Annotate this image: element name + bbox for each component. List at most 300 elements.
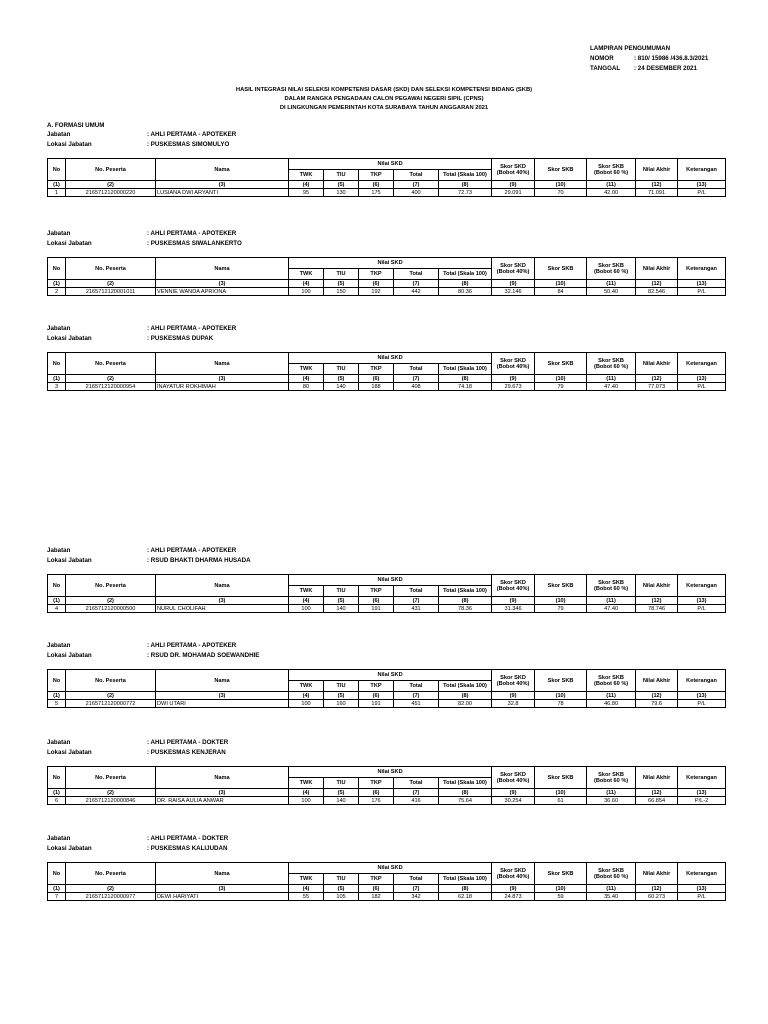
table-cell: NURUL CHOLIFAH <box>156 605 289 613</box>
table-cell: 140 <box>324 797 359 805</box>
column-index: (1) <box>48 789 66 797</box>
col-total-skala: Total (Skala 100) <box>439 364 492 375</box>
column-index: (12) <box>636 597 678 605</box>
col-skor-skd: Skor SKD (Bobot 40%) <box>492 159 535 181</box>
col-tiu: TIU <box>324 269 359 280</box>
col-skor-skb-bobot: Skor SKB (Bobot 60 %) <box>587 767 636 789</box>
table-cell: 176 <box>359 797 394 805</box>
table-cell: 100 <box>289 797 324 805</box>
position-info <box>47 229 727 249</box>
table-cell: P/L <box>678 605 726 613</box>
lokasi-value: : PUSKESMAS SIWALANKERTO <box>147 240 242 247</box>
jabatan-value: : AHLI PERTAMA - APOTEKER <box>147 325 237 332</box>
col-no: No <box>48 863 66 885</box>
column-index-row <box>48 692 726 700</box>
column-index: (4) <box>289 885 324 893</box>
column-index: (7) <box>394 597 439 605</box>
jabatan-label: Jabatan <box>47 547 71 554</box>
col-keterangan: Keterangan <box>678 258 726 280</box>
column-index: (8) <box>439 597 492 605</box>
title-line-1: HASIL INTEGRASI NILAI SELEKSI KOMPETENSI DASAR (SKD) DAN SELEKSI KOMPETENSI BIDANG (SKB) <box>235 87 533 93</box>
col-nilai-akhir: Nilai Akhir <box>636 767 678 789</box>
table-cell: 36.60 <box>587 797 636 805</box>
table-cell: 59 <box>535 893 587 901</box>
column-index: (2) <box>66 280 156 288</box>
col-total: Total <box>394 269 439 280</box>
column-index: (3) <box>156 789 289 797</box>
table-cell: 100 <box>289 700 324 708</box>
lokasi-label: Lokasi Jabatan <box>47 749 92 756</box>
col-skor-skd: Skor SKD (Bobot 40%) <box>492 353 535 375</box>
nomor-value: : 810/ 15986 /436.8.3/2021 <box>634 55 709 62</box>
col-nilai-skd: Nilai SKD <box>289 159 492 170</box>
col-nama: Nama <box>156 258 289 280</box>
lokasi-value: : PUSKESMAS KALIJUDAN <box>147 845 228 852</box>
jabatan-label: Jabatan <box>47 131 71 138</box>
col-tiu: TIU <box>324 778 359 789</box>
table-cell: 130 <box>324 189 359 197</box>
col-no: No <box>48 353 66 375</box>
col-keterangan: Keterangan <box>678 767 726 789</box>
col-no: No <box>48 767 66 789</box>
table-cell: DWI UTARI <box>156 700 289 708</box>
score-table <box>47 352 726 391</box>
column-index: (4) <box>289 375 324 383</box>
col-skor-skd: Skor SKD (Bobot 40%) <box>492 575 535 597</box>
table-cell: 160 <box>324 700 359 708</box>
column-index: (2) <box>66 597 156 605</box>
table-cell: 71.091 <box>636 189 678 197</box>
column-index: (10) <box>535 280 587 288</box>
table-cell: 140 <box>324 605 359 613</box>
lokasi-label: Lokasi Jabatan <box>47 240 92 247</box>
col-twk: TWK <box>289 269 324 280</box>
column-index: (4) <box>289 280 324 288</box>
column-index: (5) <box>324 597 359 605</box>
table-cell: 32.8 <box>492 700 535 708</box>
col-nilai-skd: Nilai SKD <box>289 353 492 364</box>
score-table <box>47 766 726 805</box>
table-cell: 2165712120000954 <box>66 383 156 391</box>
col-twk: TWK <box>289 874 324 885</box>
column-index: (13) <box>678 181 726 189</box>
column-index-row <box>48 375 726 383</box>
table-row <box>48 383 726 391</box>
jabatan-value: : AHLI PERTAMA - DOKTER <box>147 739 229 746</box>
col-skor-skb: Skor SKB <box>535 353 587 375</box>
section-heading: A. FORMASI UMUM <box>47 122 105 129</box>
table-cell: 431 <box>394 605 439 613</box>
col-total: Total <box>394 170 439 181</box>
column-index: (10) <box>535 181 587 189</box>
jabatan-label: Jabatan <box>47 739 71 746</box>
col-skor-skb-bobot: Skor SKB (Bobot 60 %) <box>587 863 636 885</box>
table-cell: 105 <box>324 893 359 901</box>
table-cell: 29.673 <box>492 383 535 391</box>
column-index: (7) <box>394 885 439 893</box>
column-index: (9) <box>492 885 535 893</box>
result-block <box>47 546 727 613</box>
col-total: Total <box>394 681 439 692</box>
table-cell: 62.18 <box>439 893 492 901</box>
column-index: (7) <box>394 375 439 383</box>
column-index: (13) <box>678 692 726 700</box>
table-cell: 188 <box>359 383 394 391</box>
column-index: (11) <box>587 375 636 383</box>
result-block <box>47 834 727 901</box>
col-keterangan: Keterangan <box>678 670 726 692</box>
col-keterangan: Keterangan <box>678 159 726 181</box>
column-index: (2) <box>66 789 156 797</box>
column-index: (3) <box>156 375 289 383</box>
lokasi-value: : RSUD DR. MOHAMAD SOEWANDHIE <box>147 652 260 659</box>
column-index: (12) <box>636 181 678 189</box>
jabatan-label: Jabatan <box>47 325 71 332</box>
column-index: (12) <box>636 280 678 288</box>
title-line-2: DALAM RANGKA PENGADAAN CALON PEGAWAI NEGERI SIPIL (CPNS) <box>284 96 484 102</box>
lokasi-label: Lokasi Jabatan <box>47 652 92 659</box>
col-tkp: TKP <box>359 681 394 692</box>
column-index: (10) <box>535 885 587 893</box>
col-skor-skd: Skor SKD (Bobot 40%) <box>492 767 535 789</box>
col-keterangan: Keterangan <box>678 575 726 597</box>
column-index: (6) <box>359 375 394 383</box>
column-index: (8) <box>439 885 492 893</box>
table-cell: 78.36 <box>439 605 492 613</box>
column-index: (1) <box>48 597 66 605</box>
column-index: (6) <box>359 181 394 189</box>
score-table <box>47 158 726 197</box>
col-total: Total <box>394 778 439 789</box>
column-index: (9) <box>492 375 535 383</box>
col-skor-skd: Skor SKD (Bobot 40%) <box>492 863 535 885</box>
column-index-row <box>48 789 726 797</box>
column-index: (2) <box>66 181 156 189</box>
table-cell: 100 <box>289 605 324 613</box>
jabatan-value: : AHLI PERTAMA - APOTEKER <box>147 131 237 138</box>
column-index: (3) <box>156 181 289 189</box>
column-index: (7) <box>394 181 439 189</box>
col-tkp: TKP <box>359 170 394 181</box>
table-cell: 72.73 <box>439 189 492 197</box>
column-index: (1) <box>48 280 66 288</box>
column-index: (4) <box>289 181 324 189</box>
column-index: (9) <box>492 181 535 189</box>
table-cell: 2165712120000772 <box>66 700 156 708</box>
result-block <box>47 324 727 391</box>
table-cell: 82.00 <box>439 700 492 708</box>
jabatan-label: Jabatan <box>47 230 71 237</box>
col-twk: TWK <box>289 364 324 375</box>
col-skor-skb-bobot: Skor SKB (Bobot 60 %) <box>587 159 636 181</box>
table-cell: 416 <box>394 797 439 805</box>
col-tkp: TKP <box>359 364 394 375</box>
jabatan-value: : AHLI PERTAMA - APOTEKER <box>147 642 237 649</box>
column-index-row <box>48 885 726 893</box>
col-peserta: No. Peserta <box>66 767 156 789</box>
announcement-reference <box>590 44 708 74</box>
col-skor-skb: Skor SKB <box>535 863 587 885</box>
column-index: (13) <box>678 597 726 605</box>
table-cell: 29.091 <box>492 189 535 197</box>
col-nilai-akhir: Nilai Akhir <box>636 863 678 885</box>
col-no: No <box>48 258 66 280</box>
column-index: (12) <box>636 885 678 893</box>
position-info <box>47 738 727 758</box>
column-index: (1) <box>48 692 66 700</box>
score-table <box>47 574 726 613</box>
position-info <box>47 834 727 854</box>
column-index: (3) <box>156 885 289 893</box>
table-cell: 79 <box>535 605 587 613</box>
column-index: (6) <box>359 885 394 893</box>
column-index: (9) <box>492 280 535 288</box>
table-cell: 182 <box>359 893 394 901</box>
column-index: (8) <box>439 375 492 383</box>
col-twk: TWK <box>289 586 324 597</box>
col-nilai-skd: Nilai SKD <box>289 670 492 681</box>
jabatan-value: : AHLI PERTAMA - DOKTER <box>147 835 229 842</box>
table-cell: 50.40 <box>587 288 636 296</box>
column-index: (5) <box>324 181 359 189</box>
column-index: (4) <box>289 692 324 700</box>
table-cell: 31.346 <box>492 605 535 613</box>
column-index: (6) <box>359 597 394 605</box>
table-cell: 30.254 <box>492 797 535 805</box>
table-cell: 6 <box>48 797 66 805</box>
position-info <box>47 641 727 661</box>
table-cell: P/L <box>678 383 726 391</box>
col-twk: TWK <box>289 778 324 789</box>
column-index: (11) <box>587 280 636 288</box>
table-cell: 60.273 <box>636 893 678 901</box>
column-index: (9) <box>492 597 535 605</box>
table-cell: 35.40 <box>587 893 636 901</box>
column-index: (8) <box>439 280 492 288</box>
col-skor-skb: Skor SKB <box>535 159 587 181</box>
table-cell: 82.546 <box>636 288 678 296</box>
column-index: (3) <box>156 597 289 605</box>
table-row <box>48 797 726 805</box>
column-index-row <box>48 280 726 288</box>
table-cell: 74.18 <box>439 383 492 391</box>
table-cell: 5 <box>48 700 66 708</box>
col-nama: Nama <box>156 767 289 789</box>
column-index: (5) <box>324 692 359 700</box>
column-index: (11) <box>587 692 636 700</box>
score-table <box>47 669 726 708</box>
column-index: (6) <box>359 280 394 288</box>
col-nilai-akhir: Nilai Akhir <box>636 575 678 597</box>
column-index: (9) <box>492 692 535 700</box>
column-index: (10) <box>535 597 587 605</box>
table-cell: 78 <box>535 700 587 708</box>
table-cell: 75.64 <box>439 797 492 805</box>
col-total: Total <box>394 586 439 597</box>
table-cell: 42.00 <box>587 189 636 197</box>
col-total: Total <box>394 874 439 885</box>
column-index: (11) <box>587 181 636 189</box>
col-tiu: TIU <box>324 586 359 597</box>
column-index: (5) <box>324 789 359 797</box>
table-cell: INAYATUR ROKHIMAH <box>156 383 289 391</box>
column-index: (12) <box>636 692 678 700</box>
col-tkp: TKP <box>359 874 394 885</box>
column-index: (7) <box>394 280 439 288</box>
lokasi-value: : PUSKESMAS SIMOMULYO <box>147 141 230 148</box>
col-nilai-skd: Nilai SKD <box>289 258 492 269</box>
table-cell: DEWI HARIYATI <box>156 893 289 901</box>
table-cell: 408 <box>394 383 439 391</box>
col-total-skala: Total (Skala 100) <box>439 778 492 789</box>
col-twk: TWK <box>289 170 324 181</box>
table-cell: P/L <box>678 700 726 708</box>
col-no: No <box>48 575 66 597</box>
table-cell: P/L <box>678 893 726 901</box>
table-row <box>48 605 726 613</box>
table-cell: 61 <box>535 797 587 805</box>
column-index: (12) <box>636 375 678 383</box>
table-cell: 55 <box>289 893 324 901</box>
table-cell: VENNIE WANDA APRIONA <box>156 288 289 296</box>
result-block <box>47 229 727 296</box>
col-skor-skb-bobot: Skor SKB (Bobot 60 %) <box>587 258 636 280</box>
col-skor-skb-bobot: Skor SKB (Bobot 60 %) <box>587 353 636 375</box>
table-cell: 84 <box>535 288 587 296</box>
col-no: No <box>48 159 66 181</box>
result-block <box>47 130 727 197</box>
lampiran-label: LAMPIRAN PENGUMUMAN <box>590 45 671 52</box>
table-cell: P/L <box>678 288 726 296</box>
col-peserta: No. Peserta <box>66 863 156 885</box>
table-cell: 24.873 <box>492 893 535 901</box>
col-peserta: No. Peserta <box>66 258 156 280</box>
col-peserta: No. Peserta <box>66 575 156 597</box>
column-index: (8) <box>439 692 492 700</box>
column-index: (8) <box>439 789 492 797</box>
col-nilai-akhir: Nilai Akhir <box>636 159 678 181</box>
column-index: (10) <box>535 692 587 700</box>
col-nama: Nama <box>156 670 289 692</box>
table-cell: 95 <box>289 189 324 197</box>
column-index: (5) <box>324 375 359 383</box>
col-nilai-skd: Nilai SKD <box>289 575 492 586</box>
jabatan-label: Jabatan <box>47 642 71 649</box>
table-cell: 80 <box>289 383 324 391</box>
col-total-skala: Total (Skala 100) <box>439 170 492 181</box>
col-tkp: TKP <box>359 269 394 280</box>
table-cell: 78.746 <box>636 605 678 613</box>
column-index-row <box>48 181 726 189</box>
table-cell: 400 <box>394 189 439 197</box>
lokasi-label: Lokasi Jabatan <box>47 557 92 564</box>
col-twk: TWK <box>289 681 324 692</box>
lokasi-value: : RSUD BHAKTI DHARMA HUSADA <box>147 557 251 564</box>
column-index: (1) <box>48 181 66 189</box>
col-keterangan: Keterangan <box>678 353 726 375</box>
column-index: (7) <box>394 692 439 700</box>
column-index: (10) <box>535 375 587 383</box>
column-index: (1) <box>48 375 66 383</box>
column-index: (9) <box>492 789 535 797</box>
col-total: Total <box>394 364 439 375</box>
column-index: (3) <box>156 692 289 700</box>
table-cell: 192 <box>359 288 394 296</box>
col-skor-skb: Skor SKB <box>535 767 587 789</box>
column-index: (12) <box>636 789 678 797</box>
tanggal-value: : 24 DESEMBER 2021 <box>634 65 697 72</box>
col-nilai-akhir: Nilai Akhir <box>636 258 678 280</box>
column-index: (13) <box>678 375 726 383</box>
table-cell: 100 <box>289 288 324 296</box>
table-row <box>48 893 726 901</box>
table-cell: 140 <box>324 383 359 391</box>
table-cell: 7 <box>48 893 66 901</box>
col-tiu: TIU <box>324 874 359 885</box>
table-cell: 2 <box>48 288 66 296</box>
col-nilai-skd: Nilai SKD <box>289 767 492 778</box>
nomor-label: NOMOR <box>590 55 614 62</box>
col-peserta: No. Peserta <box>66 159 156 181</box>
table-cell: 1 <box>48 189 66 197</box>
lokasi-label: Lokasi Jabatan <box>47 845 92 852</box>
col-total-skala: Total (Skala 100) <box>439 269 492 280</box>
column-index: (13) <box>678 280 726 288</box>
column-index: (8) <box>439 181 492 189</box>
col-peserta: No. Peserta <box>66 353 156 375</box>
column-index: (13) <box>678 885 726 893</box>
col-skor-skb-bobot: Skor SKB (Bobot 60 %) <box>587 575 636 597</box>
col-skor-skb: Skor SKB <box>535 575 587 597</box>
result-block <box>47 738 727 805</box>
table-row <box>48 189 726 197</box>
jabatan-label: Jabatan <box>47 835 71 842</box>
score-table <box>47 862 726 901</box>
col-nama: Nama <box>156 863 289 885</box>
table-cell: 342 <box>394 893 439 901</box>
table-cell: 80.36 <box>439 288 492 296</box>
col-tkp: TKP <box>359 586 394 597</box>
table-cell: 2165712120000977 <box>66 893 156 901</box>
position-info <box>47 130 727 150</box>
column-index: (2) <box>66 885 156 893</box>
col-skor-skb-bobot: Skor SKB (Bobot 60 %) <box>587 670 636 692</box>
col-nilai-skd: Nilai SKD <box>289 863 492 874</box>
table-cell: 70 <box>535 189 587 197</box>
table-cell: 150 <box>324 288 359 296</box>
column-index: (1) <box>48 885 66 893</box>
column-index: (11) <box>587 885 636 893</box>
table-cell: 46.80 <box>587 700 636 708</box>
col-no: No <box>48 670 66 692</box>
column-index: (2) <box>66 375 156 383</box>
column-index: (6) <box>359 692 394 700</box>
col-total-skala: Total (Skala 100) <box>439 586 492 597</box>
column-index-row <box>48 597 726 605</box>
lokasi-label: Lokasi Jabatan <box>47 141 92 148</box>
column-index: (6) <box>359 789 394 797</box>
table-cell: 66.854 <box>636 797 678 805</box>
position-info <box>47 546 727 566</box>
table-cell: P/L-2 <box>678 797 726 805</box>
col-tkp: TKP <box>359 778 394 789</box>
table-cell: 2165712120000500 <box>66 605 156 613</box>
lokasi-label: Lokasi Jabatan <box>47 335 92 342</box>
column-index: (5) <box>324 885 359 893</box>
lokasi-value: : PUSKESMAS KENJERAN <box>147 749 226 756</box>
title-line-3: DI LINGKUNGAN PEMERINTAH KOTA SURABAYA TAHUN ANGGARAN 2021 <box>279 105 489 111</box>
col-tiu: TIU <box>324 170 359 181</box>
